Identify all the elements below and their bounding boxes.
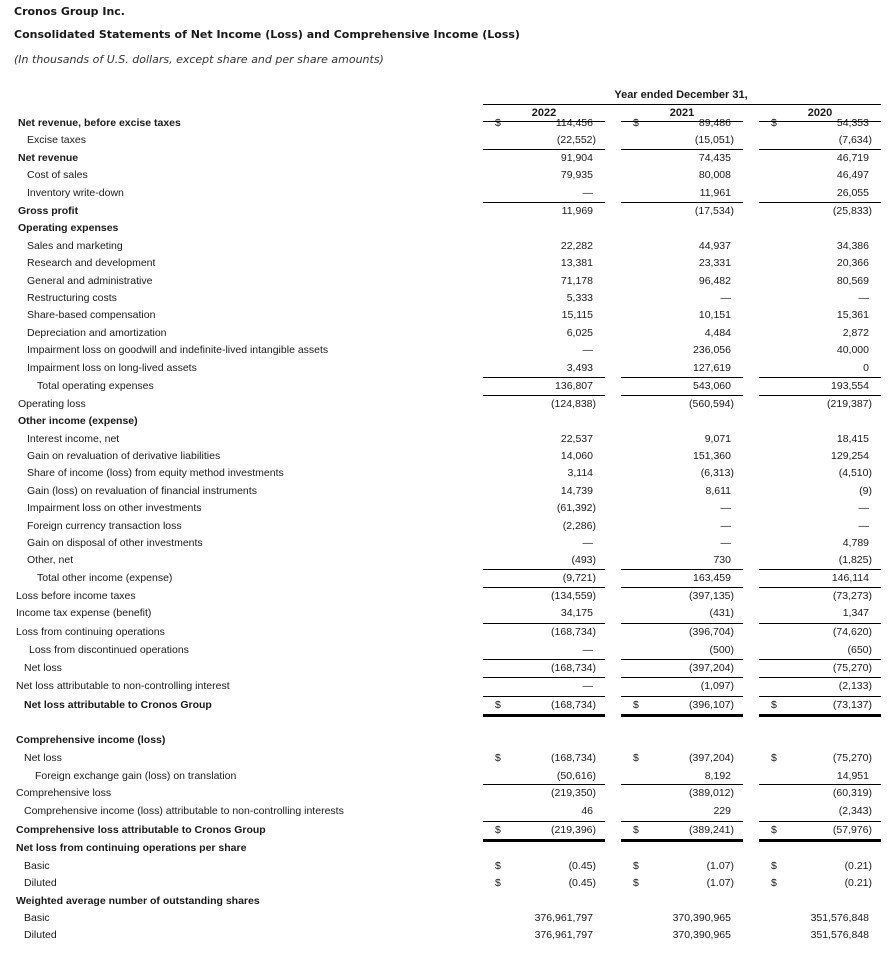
table-row xyxy=(0,858,890,876)
row-label: Net revenue xyxy=(18,152,79,164)
cell-value-2022: (168,734) xyxy=(551,699,596,711)
cell-value-2020: (9) xyxy=(859,485,872,497)
cell-value-2020: (60,319) xyxy=(832,787,872,799)
cell-value-2020: 193,554 xyxy=(831,380,869,392)
cell-value-2022: 34,175 xyxy=(560,607,593,619)
subtotal-rule xyxy=(621,623,743,624)
cell-value-2022: 22,282 xyxy=(560,240,593,252)
column-header-rule xyxy=(483,121,605,122)
currency-symbol: $ xyxy=(771,699,777,711)
cell-value-2022: 3,114 xyxy=(567,467,593,479)
cell-value-2021: (397,204) xyxy=(689,662,734,674)
table-row xyxy=(0,732,890,750)
column-header-2022: 2022 xyxy=(531,107,557,119)
units-note: (In thousands of U.S. dollars, except share and per share amounts) xyxy=(14,53,384,66)
cell-value-2021: 236,056 xyxy=(693,344,731,356)
company-name: Cronos Group Inc. xyxy=(14,5,125,18)
cell-value-2022: 5,333 xyxy=(566,292,593,304)
table-row xyxy=(0,325,890,343)
currency-symbol: $ xyxy=(495,117,501,129)
table-row xyxy=(0,893,890,911)
row-label: Net loss attributable to Cronos Group xyxy=(24,699,212,711)
row-label: Cost of sales xyxy=(27,169,88,181)
currency-symbol: $ xyxy=(633,752,639,764)
row-label: Diluted xyxy=(24,877,57,889)
subtotal-rule xyxy=(483,149,605,150)
currency-symbol: $ xyxy=(495,824,501,836)
table-row xyxy=(0,307,890,325)
currency-symbol: $ xyxy=(771,752,777,764)
currency-symbol: $ xyxy=(495,752,501,764)
cell-value-2021: (431) xyxy=(709,607,734,619)
cell-value-2021: (389,241) xyxy=(689,824,734,836)
cell-value-2022: — xyxy=(582,644,593,656)
cell-value-2020: (0.21) xyxy=(844,877,872,889)
row-label: Loss from continuing operations xyxy=(16,626,165,638)
cell-value-2022: 3,493 xyxy=(566,362,593,374)
cell-value-2022: 11,969 xyxy=(561,205,593,217)
cell-value-2022: — xyxy=(582,187,593,199)
cell-value-2021: 229 xyxy=(713,805,731,817)
subtotal-rule xyxy=(483,623,605,624)
table-row xyxy=(0,483,890,501)
currency-symbol: $ xyxy=(771,877,777,889)
cell-value-2020: (2,343) xyxy=(838,805,872,817)
table-row xyxy=(0,167,890,185)
cell-value-2020: — xyxy=(858,292,869,304)
row-label: Net revenue, before excise taxes xyxy=(18,117,181,129)
cell-value-2022: 136,807 xyxy=(555,380,593,392)
row-label: Excise taxes xyxy=(27,134,86,146)
table-row xyxy=(0,552,890,570)
cell-value-2022: (124,838) xyxy=(551,398,596,410)
cell-value-2020: 46,719 xyxy=(836,152,869,164)
cell-value-2021: 96,482 xyxy=(698,275,731,287)
row-label: Interest income, net xyxy=(27,433,120,445)
row-label: Foreign exchange gain (loss) on translation xyxy=(35,770,237,782)
table-row xyxy=(0,927,890,945)
subtotal-rule xyxy=(483,659,605,660)
cell-value-2022: 15,115 xyxy=(561,309,593,321)
cell-value-2020: (7,634) xyxy=(838,134,872,146)
table-row xyxy=(0,605,890,623)
cell-value-2022: (0.45) xyxy=(568,877,596,889)
row-label: Comprehensive income (loss) xyxy=(16,734,166,746)
cell-value-2021: 23,331 xyxy=(698,257,731,269)
cell-value-2020: (57,976) xyxy=(832,824,872,836)
table-row xyxy=(0,115,890,133)
cell-value-2020: (73,137) xyxy=(832,699,872,711)
row-label: Basic xyxy=(24,912,50,924)
cell-value-2020: (2,133) xyxy=(838,680,872,692)
table-row xyxy=(0,465,890,483)
subtotal-rule xyxy=(483,202,605,203)
cell-value-2022: 376,961,797 xyxy=(534,912,593,924)
cell-value-2022: (219,350) xyxy=(551,787,596,799)
cell-value-2020: (75,270) xyxy=(832,662,872,674)
row-label: Net loss xyxy=(24,662,62,674)
cell-value-2021: — xyxy=(720,520,731,532)
cell-value-2020: 129,254 xyxy=(831,450,869,462)
cell-value-2021: (500) xyxy=(709,644,734,656)
table-row xyxy=(0,803,890,821)
cell-value-2021: 89,486 xyxy=(698,117,731,129)
cell-value-2021: (15,051) xyxy=(694,134,734,146)
row-label: Diluted xyxy=(24,929,57,941)
cell-value-2022: 114,456 xyxy=(555,117,593,129)
table-row xyxy=(0,238,890,256)
subtotal-rule xyxy=(621,149,743,150)
table-row xyxy=(0,378,890,396)
currency-symbol: $ xyxy=(495,860,501,872)
table-row xyxy=(0,255,890,273)
table-row xyxy=(0,290,890,308)
cell-value-2021: 8,611 xyxy=(705,485,731,497)
table-row xyxy=(0,535,890,553)
subtotal-rule xyxy=(621,377,743,378)
cell-value-2021: (1.07) xyxy=(706,860,734,872)
table-row xyxy=(0,518,890,536)
table-row xyxy=(0,570,890,588)
table-row xyxy=(0,396,890,414)
table-row xyxy=(0,768,890,786)
row-label: Loss before income taxes xyxy=(16,590,136,602)
column-header-rule xyxy=(621,121,743,122)
cell-value-2022: (9,721) xyxy=(562,572,596,584)
row-label: Comprehensive loss attributable to Cronos Group xyxy=(16,824,266,836)
currency-symbol: $ xyxy=(633,699,639,711)
cell-value-2022: (168,734) xyxy=(551,662,596,674)
subtotal-rule xyxy=(759,149,881,150)
row-label: Operating loss xyxy=(18,398,86,410)
cell-value-2020: (74,620) xyxy=(832,626,872,638)
cell-value-2022: 13,381 xyxy=(560,257,593,269)
statement-title: Consolidated Statements of Net Income (Loss) and Comprehensive Income (Loss) xyxy=(14,28,520,41)
row-label: Income tax expense (benefit) xyxy=(16,607,152,619)
row-label: Gross profit xyxy=(18,205,79,217)
row-label: Net loss from continuing operations per share xyxy=(16,842,247,854)
row-label: Impairment loss on long-lived assets xyxy=(27,362,197,374)
row-label: Operating expenses xyxy=(18,222,119,234)
table-row xyxy=(0,697,890,715)
cell-value-2020: (25,833) xyxy=(832,205,872,217)
cell-value-2021: — xyxy=(720,537,731,549)
cell-value-2020: 18,415 xyxy=(836,433,869,445)
row-label: Share of income (loss) from equity method investments xyxy=(27,467,284,479)
row-label: Foreign currency transaction loss xyxy=(27,520,182,532)
subtotal-rule xyxy=(759,395,881,396)
cell-value-2021: (396,107) xyxy=(689,699,734,711)
row-label: Other income (expense) xyxy=(18,415,138,427)
cell-value-2022: (50,616) xyxy=(556,770,596,782)
row-label: Loss from discontinued operations xyxy=(29,644,189,656)
row-label: Impairment loss on other investments xyxy=(27,502,202,514)
cell-value-2021: (1,097) xyxy=(700,680,734,692)
currency-symbol: $ xyxy=(771,824,777,836)
cell-value-2021: (397,204) xyxy=(689,752,734,764)
total-double-rule xyxy=(483,714,605,717)
row-label: Share-based compensation xyxy=(27,309,156,321)
subtotal-rule xyxy=(621,821,743,822)
cell-value-2020: 14,951 xyxy=(836,770,869,782)
table-row xyxy=(0,660,890,678)
subtotal-rule xyxy=(621,395,743,396)
subtotal-rule xyxy=(483,569,605,570)
cell-value-2020: — xyxy=(858,502,869,514)
table-row xyxy=(0,840,890,858)
cell-value-2022: (0.45) xyxy=(568,860,596,872)
cell-value-2022: (2,286) xyxy=(562,520,596,532)
subtotal-rule xyxy=(621,784,743,785)
cell-value-2021: (17,534) xyxy=(694,205,734,217)
subtotal-rule xyxy=(483,377,605,378)
cell-value-2022: — xyxy=(582,344,593,356)
table-row xyxy=(0,203,890,221)
cell-value-2021: 11,961 xyxy=(699,187,731,199)
row-label: Net loss attributable to non-controlling interest xyxy=(16,680,230,692)
subtotal-rule xyxy=(759,587,881,588)
cell-value-2022: 14,060 xyxy=(560,450,593,462)
cell-value-2022: (168,734) xyxy=(551,626,596,638)
cell-value-2020: 351,576,848 xyxy=(810,912,869,924)
table-row xyxy=(0,678,890,696)
table-row xyxy=(0,413,890,431)
cell-value-2022: — xyxy=(582,680,593,692)
cell-value-2022: (22,552) xyxy=(556,134,596,146)
currency-symbol: $ xyxy=(495,699,501,711)
cell-value-2022: 376,961,797 xyxy=(534,929,593,941)
table-row xyxy=(0,132,890,150)
table-row xyxy=(0,150,890,168)
table-row xyxy=(0,360,890,378)
cell-value-2021: — xyxy=(720,292,731,304)
currency-symbol: $ xyxy=(633,824,639,836)
table-row xyxy=(0,185,890,203)
row-label: Research and development xyxy=(27,257,156,269)
cell-value-2021: 80,008 xyxy=(698,169,731,181)
row-label: Other, net xyxy=(27,554,74,566)
cell-value-2020: 4,789 xyxy=(842,537,869,549)
table-row xyxy=(0,624,890,642)
cell-value-2020: (1,825) xyxy=(838,554,872,566)
row-label: Inventory write-down xyxy=(27,187,124,199)
row-label: Comprehensive loss xyxy=(16,787,112,799)
cell-value-2021: 370,390,965 xyxy=(672,929,731,941)
row-label: Impairment loss on goodwill and indefinite-lived intangible assets xyxy=(27,344,329,356)
subtotal-rule xyxy=(759,696,881,697)
cell-value-2020: — xyxy=(858,520,869,532)
cell-value-2022: (61,392) xyxy=(556,502,596,514)
cell-value-2020: (4,510) xyxy=(838,467,872,479)
row-label: Gain (loss) on revaluation of financial instruments xyxy=(27,485,257,497)
cell-value-2022: 91,904 xyxy=(560,152,593,164)
row-label: Gain on revaluation of derivative liabilities xyxy=(27,450,221,462)
cell-value-2022: 71,178 xyxy=(560,275,593,287)
cell-value-2020: (650) xyxy=(847,644,872,656)
row-label: Gain on disposal of other investments xyxy=(27,537,203,549)
row-label: Total operating expenses xyxy=(37,380,154,392)
currency-symbol: $ xyxy=(495,877,501,889)
cell-value-2020: 40,000 xyxy=(836,344,869,356)
cell-value-2020: 146,114 xyxy=(831,572,869,584)
row-label: Depreciation and amortization xyxy=(27,327,167,339)
cell-value-2021: 74,435 xyxy=(698,152,731,164)
subtotal-rule xyxy=(759,623,881,624)
subtotal-rule xyxy=(621,696,743,697)
table-row xyxy=(0,822,890,840)
cell-value-2021: (560,594) xyxy=(689,398,734,410)
table-row xyxy=(0,642,890,660)
cell-value-2022: — xyxy=(582,537,593,549)
currency-symbol: $ xyxy=(771,117,777,129)
total-double-rule xyxy=(759,714,881,717)
cell-value-2020: (75,270) xyxy=(832,752,872,764)
table-row xyxy=(0,500,890,518)
row-label: General and administrative xyxy=(27,275,153,287)
cell-value-2020: 54,353 xyxy=(836,117,869,129)
table-row xyxy=(0,750,890,768)
row-label: Restructuring costs xyxy=(27,292,117,304)
cell-value-2021: 730 xyxy=(713,554,731,566)
cell-value-2021: 127,619 xyxy=(693,362,731,374)
subtotal-rule xyxy=(483,821,605,822)
cell-value-2020: 26,055 xyxy=(836,187,869,199)
cell-value-2021: (6,313) xyxy=(700,467,734,479)
subtotal-rule xyxy=(483,587,605,588)
subtotal-rule xyxy=(621,587,743,588)
table-row xyxy=(0,588,890,606)
row-label: Weighted average number of outstanding shares xyxy=(16,895,260,907)
cell-value-2021: 8,192 xyxy=(704,770,731,782)
cell-value-2021: 10,151 xyxy=(698,309,731,321)
row-label: Total other income (expense) xyxy=(37,572,173,584)
cell-value-2021: 44,937 xyxy=(698,240,731,252)
cell-value-2020: (0.21) xyxy=(844,860,872,872)
currency-symbol: $ xyxy=(633,860,639,872)
table-row xyxy=(0,342,890,360)
row-label: Net loss xyxy=(24,752,62,764)
year-group-header: Year ended December 31, xyxy=(614,89,748,101)
cell-value-2022: (219,396) xyxy=(551,824,596,836)
cell-value-2020: 1,347 xyxy=(842,607,869,619)
cell-value-2022: (168,734) xyxy=(551,752,596,764)
table-row xyxy=(0,448,890,466)
cell-value-2020: 0 xyxy=(863,362,869,374)
cell-value-2020: 34,386 xyxy=(836,240,869,252)
cell-value-2020: 2,872 xyxy=(842,327,869,339)
cell-value-2021: 543,060 xyxy=(693,380,731,392)
cell-value-2020: 80,569 xyxy=(836,275,869,287)
year-group-rule xyxy=(483,104,881,105)
currency-symbol: $ xyxy=(633,877,639,889)
column-header-rule xyxy=(759,121,881,122)
table-row xyxy=(0,875,890,893)
cell-value-2020: 351,576,848 xyxy=(810,929,869,941)
subtotal-rule xyxy=(759,659,881,660)
cell-value-2022: (134,559) xyxy=(551,590,596,602)
cell-value-2021: 163,459 xyxy=(693,572,731,584)
cell-value-2020: 46,497 xyxy=(836,169,869,181)
cell-value-2021: (397,135) xyxy=(689,590,734,602)
column-header-2021: 2021 xyxy=(669,107,695,119)
subtotal-rule xyxy=(759,377,881,378)
cell-value-2021: — xyxy=(720,502,731,514)
subtotal-rule xyxy=(759,821,881,822)
table-row xyxy=(0,910,890,928)
subtotal-rule xyxy=(483,677,605,678)
row-label: Comprehensive income (loss) attributable to non-controlling interests xyxy=(24,805,344,817)
subtotal-rule xyxy=(621,677,743,678)
cell-value-2022: 46 xyxy=(581,805,593,817)
cell-value-2022: 14,739 xyxy=(560,485,593,497)
cell-value-2022: 79,935 xyxy=(560,169,593,181)
cell-value-2020: (73,273) xyxy=(832,590,872,602)
row-label: Basic xyxy=(24,860,50,872)
cell-value-2021: 9,071 xyxy=(704,433,731,445)
currency-symbol: $ xyxy=(633,117,639,129)
subtotal-rule xyxy=(621,202,743,203)
column-header-2020: 2020 xyxy=(807,107,833,119)
cell-value-2022: (493) xyxy=(571,554,596,566)
row-label: Sales and marketing xyxy=(27,240,123,252)
subtotal-rule xyxy=(759,202,881,203)
cell-value-2022: 6,025 xyxy=(566,327,593,339)
subtotal-rule xyxy=(621,659,743,660)
cell-value-2021: 4,484 xyxy=(704,327,731,339)
total-double-rule xyxy=(621,714,743,717)
cell-value-2020: (219,387) xyxy=(827,398,872,410)
subtotal-rule xyxy=(759,677,881,678)
subtotal-rule xyxy=(483,784,605,785)
subtotal-rule xyxy=(759,784,881,785)
cell-value-2020: 15,361 xyxy=(836,309,869,321)
cell-value-2021: 370,390,965 xyxy=(672,912,731,924)
cell-value-2021: 151,360 xyxy=(693,450,731,462)
subtotal-rule xyxy=(759,569,881,570)
subtotal-rule xyxy=(483,395,605,396)
subtotal-rule xyxy=(621,569,743,570)
table-row xyxy=(0,220,890,238)
cell-value-2021: (1.07) xyxy=(706,877,734,889)
cell-value-2020: 20,366 xyxy=(836,257,869,269)
table-row xyxy=(0,785,890,803)
table-row xyxy=(0,431,890,449)
subtotal-rule xyxy=(483,696,605,697)
cell-value-2021: (396,704) xyxy=(689,626,734,638)
cell-value-2021: (389,012) xyxy=(689,787,734,799)
currency-symbol: $ xyxy=(771,860,777,872)
table-row xyxy=(0,273,890,291)
cell-value-2022: 22,537 xyxy=(560,433,593,445)
